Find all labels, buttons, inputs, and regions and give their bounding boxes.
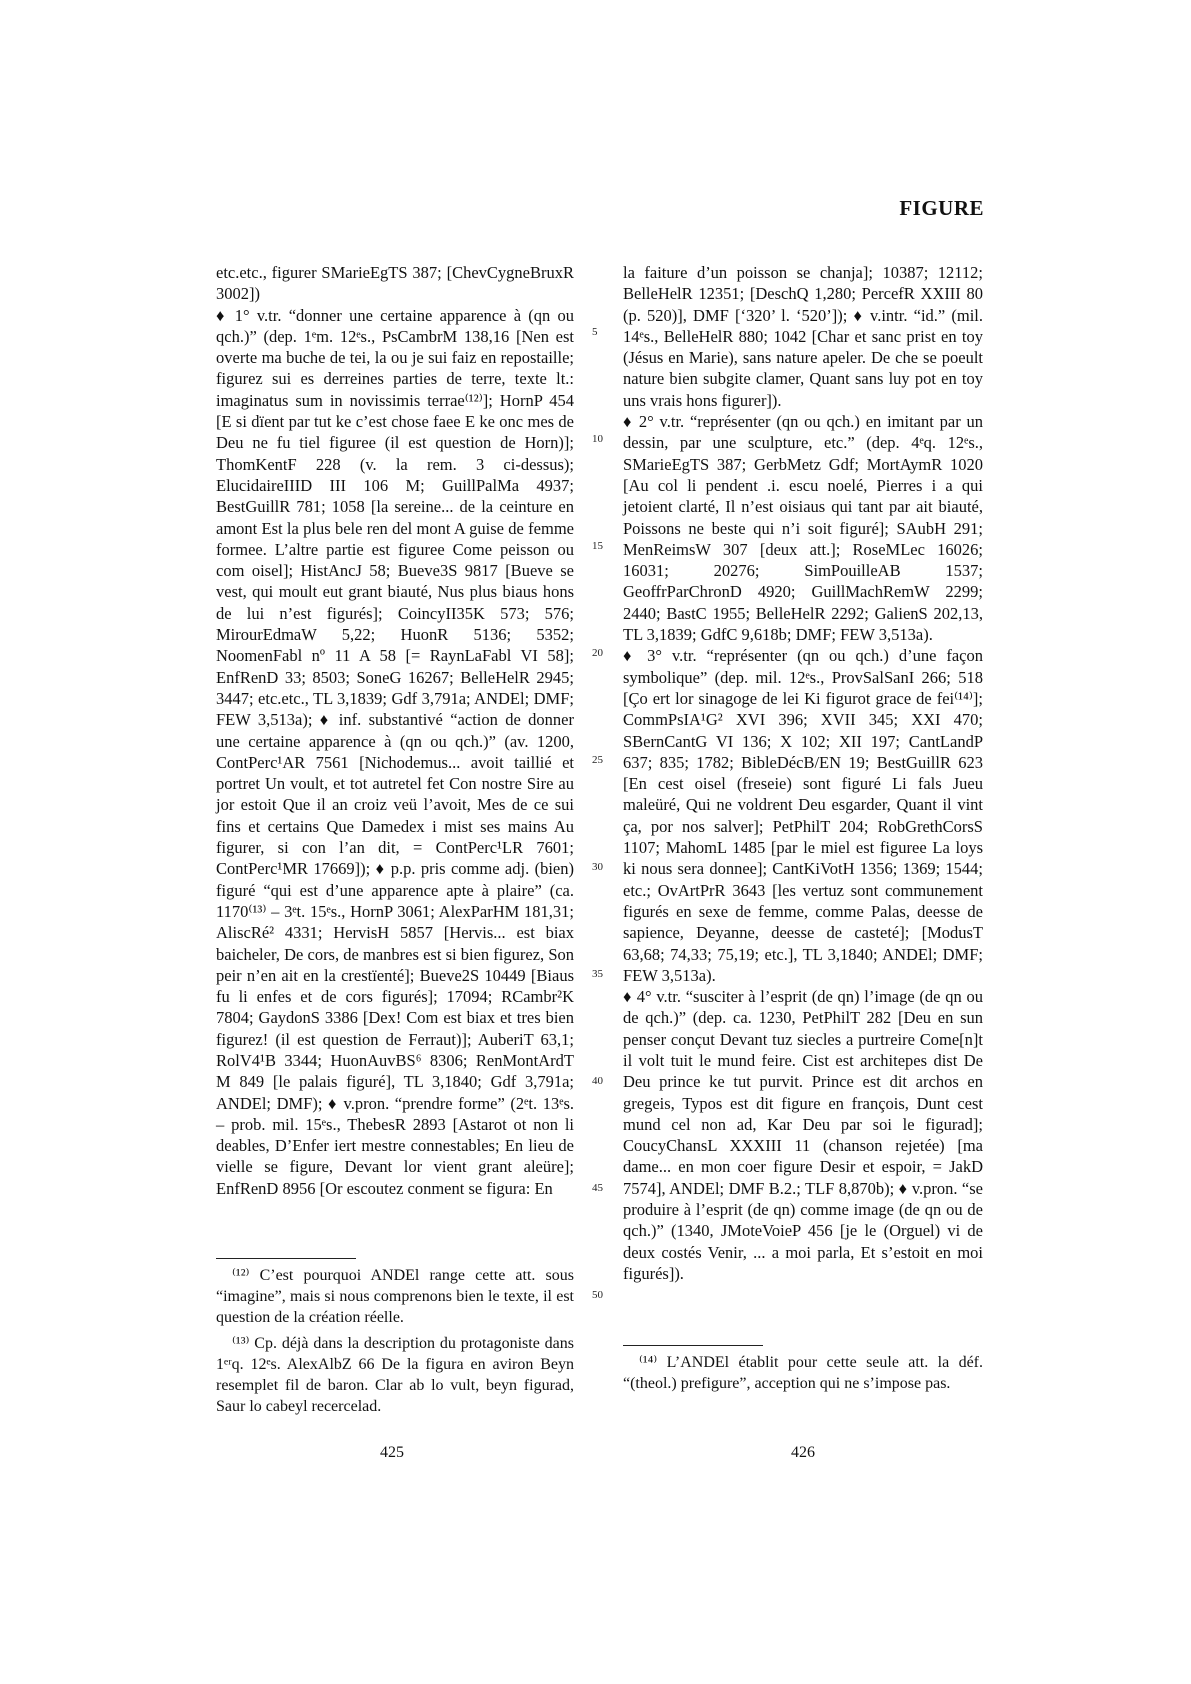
line-number: 20: [592, 647, 603, 659]
line-number: 30: [592, 861, 603, 873]
page-number-right: 426: [791, 1444, 815, 1461]
footnote-12: ⁽¹²⁾ C’est pourquoi ANDEl range cette att. sous “imagine”, mais si nous comprenons bien le texte, il est question de la création réelle.: [216, 1267, 574, 1326]
left-column: [216, 262, 574, 1199]
line-number: 50: [592, 1289, 603, 1301]
footnote-14: ⁽¹⁴⁾ L’ANDEl établit pour cette seule att. la déf. “(theol.) prefigure”, acception qui ne s’impose pas.: [623, 1354, 983, 1392]
right-paragraph-3: ♦ 4° v.tr. “susciter à l’esprit (de qn) l’image (de qn ou de qch.)” (dep. ca. 1230, PetPhilT 282 [Deu en sun penser conçut Devant tuz siecles a purtreire Come[n]t il volt tuit le mund feire. Cist est architepes dist De Deu prince ke tut purvit. Prince est dit archos en gregeis, Typos est dit figure en françois, Dunt cest mund cel non ad, Kar Deu par soi le figurad]; CoucyChansL XXXIII 11 (chanson rejetée) [ma dame... en mon coer figure Desir et espoir, = JakD 7574], ANDEl; DMF B.2.; TLF 8,870b); ♦ v.pron. “se produire à l’esprit (de qn) comme image (de qn ou de qch.)” (1340, JMoteVoieP 456 [je le (Orguel) vi de deux costés Venir, ... a moi parla, Et s’estoit en moi figurés]).: [623, 987, 983, 1283]
right-column: [623, 262, 983, 1284]
line-number: 35: [592, 968, 603, 980]
line-number: 5: [592, 326, 598, 338]
footnote-13: ⁽¹³⁾ Cp. déjà dans la description du protagoniste dans 1ᵉʳq. 12ᵉs. AlexAlbZ 66 De la figura en aviron Beyn resemplet fil de baron. Clar ab lo vult, beyn figurad, Saur lo cabeyl recercelad.: [216, 1335, 574, 1415]
footnotes-left: [216, 1258, 574, 1422]
left-paragraph-0: etc.etc., figurer SMarieEgTS 387; [ChevCygneBruxR 3002]): [216, 263, 574, 304]
page-headword: FIGURE: [899, 196, 984, 220]
page-number-left: 425: [380, 1444, 404, 1461]
right-paragraph-0: la faiture d’un poisson se chanja]; 10387; 12112; BelleHelR 12351; [DeschQ 1,280; PercefR XXIII 80 (p. 520)], DMF [‘320’ l. ‘520’]); ♦ v.intr. “id.” (mil. 14ᵉs., BelleHelR 880; 1042 [Char et sanc prist en toy (Jésus en Marie), sans nature apeler. De che se poeult nature bien subgite clamer, Quant sans luy pot en toy uns vrais hons figurer]).: [623, 263, 983, 410]
line-number: 15: [592, 540, 603, 552]
footnotes-right: [623, 1345, 983, 1399]
footnote-rule: [623, 1345, 763, 1346]
right-paragraph-2: ♦ 3° v.tr. “représenter (qn ou qch.) d’une façon symbolique” (dep. mil. 12ᵉs., ProvSalSanI 266; 518 [Ço ert lor sinagoge de lei Ki figurot grace de fei⁽¹⁴⁾]; CommPsIA¹G² XVI 396; XVII 345; XXI 470; SBernCantG VI 136; X 102; XII 197; CantLandP 637; 835; 1782; BibleDécB/EN 19; BestGuillR 623 [En cest oisel (freseie) sont figuré Li fals Jueu maleüré, Qui ne voldrent Deu esgarder, Quant il vint ça, por nos salver]; PetPhilT 204; RobGrethCorsS 1107; MahomL 1485 [par le miel est figuree La loys ki nous sera donnee]; CantKiVotH 1356; 1369; 1544; etc.; OvArtPrR 3643 [les vertuz sont communement figurés en sexe de femme, comme Palas, deesse de sapience, Deyanne, deesse de casteté]; [ModusT 63,68; 74,33; 75,19; etc.], TL 3,1840; ANDEl; DMF; FEW 3,513a).: [623, 646, 983, 985]
right-paragraph-1: ♦ 2° v.tr. “représenter (qn ou qch.) en imitant par un dessin, par une sculpture, etc.” (dep. 4ᵉq. 12ᵉs., SMarieEgTS 387; GerbMetz Gdf; MortAymR 1020 [Au col li pendent .i. escu noelé, Pierres i a qui jetoient clarté, Il n’est oisiaus qui tant par ait biauté, Poissons ne beste qui n’i soit figuré]; SAubH 291; MenReimsW 307 [deux att.]; RoseMLec 16026; 16031; 20276; SimPouilleAB 1537; GeoffrParChronD 4920; GuillMachRemW 2299; 2440; BastC 1955; BelleHelR 2292; GalienS 202,13, TL 3,1839; GdfC 9,618b; DMF; FEW 3,513a).: [623, 412, 983, 645]
footnote-rule: [216, 1258, 356, 1259]
line-number: 45: [592, 1182, 603, 1194]
line-number: 10: [592, 433, 603, 445]
line-number: 40: [592, 1075, 603, 1087]
left-paragraph-1: ♦ 1° v.tr. “donner une certaine apparence à (qn ou qch.)” (dep. 1ᵉm. 12ᵉs., PsCambrM 138,16 [Nen est overte ma buche de tei, la ou je sui faiz en repostaille; figurez sui es derreines parties de terre, texte lt.: imaginatus sum in novissimis terrae⁽¹²⁾]; HornP 454 [E si dïent par tut ke c’est chose faee E ke onc mes de Deu ne fu tiel figuree (il est question de Horn)]; ThomKentF 228 (v. la rem. 3 ci-dessus); ElucidaireIIID III 106 M; GuillPalMa 4937; BestGuillR 781; 1058 [la sereine... de la ceinture en amont Est la plus bele ren del mont A guise de femme formee. L’altre partie est figuree Come peisson ou com oisel]; HistAncJ 58; Bueve3S 9817 [Bueve se vest, qui moult eut grant biauté, Nus plus biaus hons de lui n’est figurés]; CoincyII35K 573; 576; MirourEdmaW 5,22; HuonR 5136; 5352; NoomenFabl nº 11 A 58 [= RaynLaFabl VI 58]; EnfRenD 33; 8503; SoneG 16267; BelleHelR 2945; 3447; etc.etc., TL 3,1839; Gdf 3,791a; ANDEl; DMF; FEW 3,513a); ♦ inf. substantivé “action de donner une certaine apparence à (qn ou qch.)” (av. 1200, ContPerc¹AR 7561 [Nichodemus... avoit taillié et portret Un voult, et tot autretel fet Con nostre Sire au jor estoit Que il an croiz veü l’avoit, Mes de ce sui fins et certains Que Damedex i mist ses mains Au figurer, si con l’an dit, = ContPerc¹LR 7601; ContPerc¹MR 17669]); ♦ p.p. pris comme adj. (bien) figuré “qui est d’une apparence apte à plaire” (ca. 1170⁽¹³⁾ – 3ᵉt. 15ᵉs., HornP 3061; AlexParHM 181,31; AliscRé² 4331; HervisH 5857 [Hervis... est biax baicheler, De cors, de manbres est si bien figurez, Son peir n’en ait en la crestïenté]; Bueve2S 10449 [Biaus fu li enfes et de cors figurés]; 17094; RCambr²K 7804; GaydonS 3386 [Dex! Com est biax et tres bien figurez! (il est question de Ferraut)]; AuberiT 63,1; RolV4¹B 3344; HuonAuvBS⁶ 8306; RenMontArdT M 849 [le palais figuré], TL 3,1840; Gdf 3,791a; ANDEl; DMF); ♦ v.pron. “prendre forme” (2ᵉt. 13ᵉs. – prob. mil. 15ᵉs., ThebesR 2893 [Astarot ot non li deables, D’Enfer iert mestre connestables; En lieu de vielle se figure, Devant lor vient grant aleüre]; EnfRenD 8956 [Or escoutez conment se figura: En: [216, 305, 574, 1198]
line-number: 25: [592, 754, 603, 766]
